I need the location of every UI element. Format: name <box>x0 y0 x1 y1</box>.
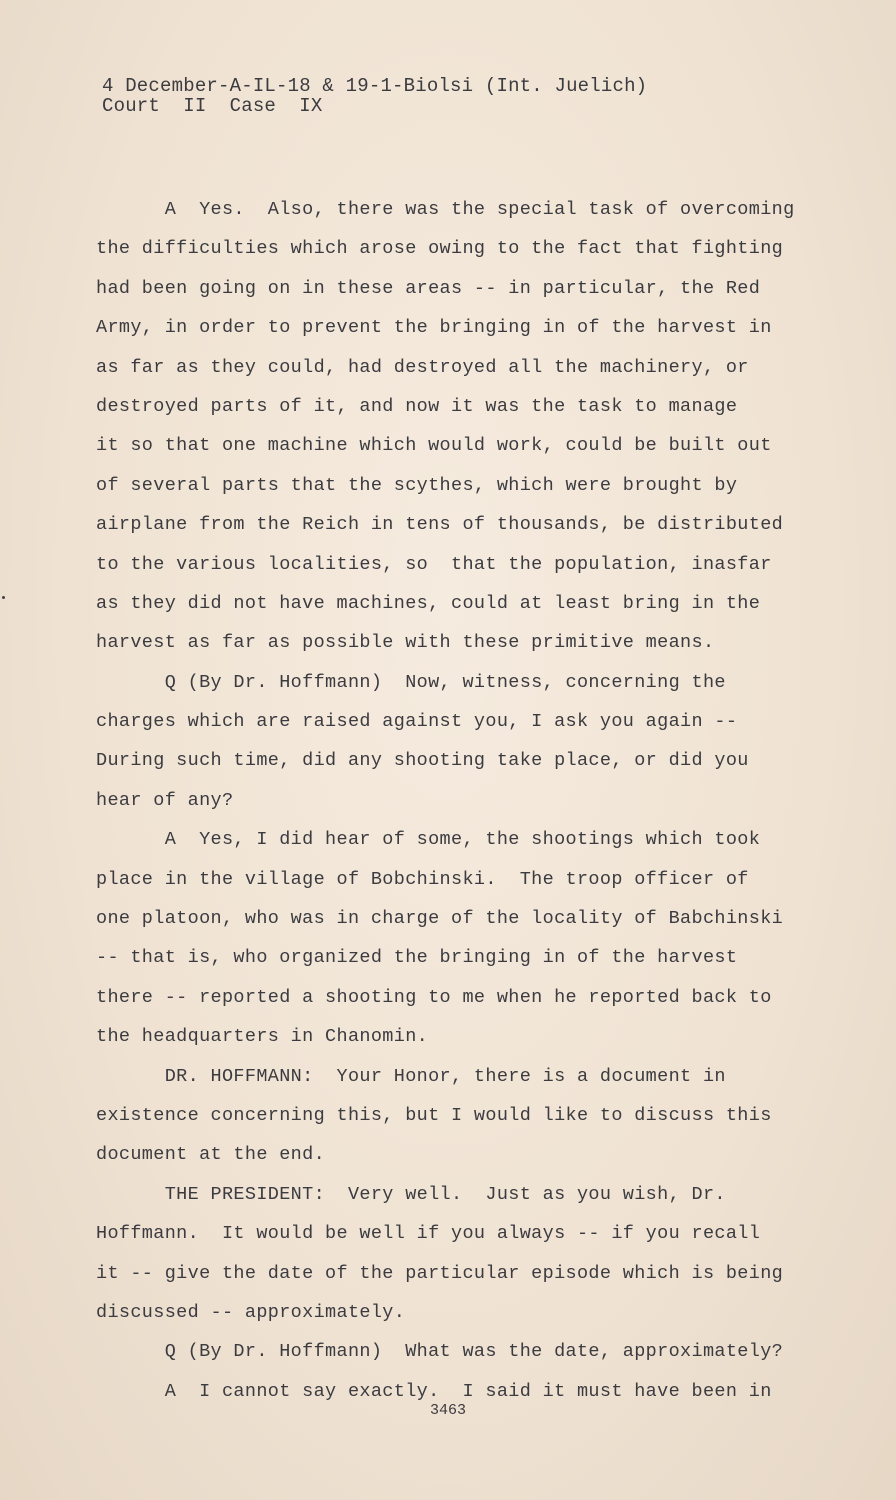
text-line: THE PRESIDENT: Very well. Just as you wish, Dr. <box>96 1183 726 1205</box>
text-line: of several parts that the scythes, which were brought by <box>96 474 738 496</box>
text-line: destroyed parts of it, and now it was the task to manage <box>96 395 738 417</box>
text-line: hear of any? <box>96 789 234 811</box>
text-line: Q (By Dr. Hoffmann) Now, witness, concerning the <box>96 671 726 693</box>
text-line: to the various localities, so that the population, inasfar <box>96 553 772 575</box>
text-line: it so that one machine which would work, could be built out <box>96 435 772 457</box>
document-header <box>102 76 647 116</box>
transcript-body <box>96 190 816 1411</box>
text-line: one platoon, who was in charge of the locality of Babchinski <box>96 908 784 930</box>
text-line: harvest as far as possible with these primitive means. <box>96 632 715 654</box>
text-line: the headquarters in Chanomin. <box>96 1026 429 1048</box>
text-line: existence concerning this, but I would like to discuss this <box>96 1104 772 1126</box>
text-line: had been going on in these areas -- in particular, the Red <box>96 277 761 299</box>
page-number: 3463 <box>429 1402 466 1419</box>
text-line: there -- reported a shooting to me when he reported back to <box>96 986 772 1008</box>
text-line: as they did not have machines, could at least bring in the <box>96 592 761 614</box>
text-line: discussed -- approximately. <box>96 1301 406 1323</box>
text-line: the difficulties which arose owing to the fact that fighting <box>96 238 784 260</box>
text-line: Army, in order to prevent the bringing in of the harvest in <box>96 317 772 339</box>
text-line: A Yes, I did hear of some, the shootings which took <box>96 829 761 851</box>
header-line-1: 4 December-A-IL-18 & 19-1-Biolsi (Int. Juelich) <box>102 75 648 97</box>
text-line: it -- give the date of the particular episode which is being <box>96 1262 784 1284</box>
margin-mark <box>2 596 5 599</box>
text-line: DR. HOFFMANN: Your Honor, there is a document in <box>96 1065 726 1087</box>
text-line: A I cannot say exactly. I said it must have been in <box>96 1380 772 1402</box>
text-line: Q (By Dr. Hoffmann) What was the date, approximately? <box>96 1341 784 1363</box>
text-line: as far as they could, had destroyed all the machinery, or <box>96 356 749 378</box>
text-line: place in the village of Bobchinski. The troop officer of <box>96 868 749 890</box>
text-line: airplane from the Reich in tens of thousands, be distributed <box>96 514 784 536</box>
text-line: document at the end. <box>96 1144 326 1166</box>
header-line-2: Court II Case IX <box>102 95 323 117</box>
text-line: charges which are raised against you, I ask you again -- <box>96 711 738 733</box>
text-line: Hoffmann. It would be well if you always -- if you recall <box>96 1223 761 1245</box>
text-line: -- that is, who organized the bringing in of the harvest <box>96 947 738 969</box>
text-line: During such time, did any shooting take place, or did you <box>96 750 749 772</box>
text-line: A Yes. Also, there was the special task of overcoming <box>96 199 795 220</box>
